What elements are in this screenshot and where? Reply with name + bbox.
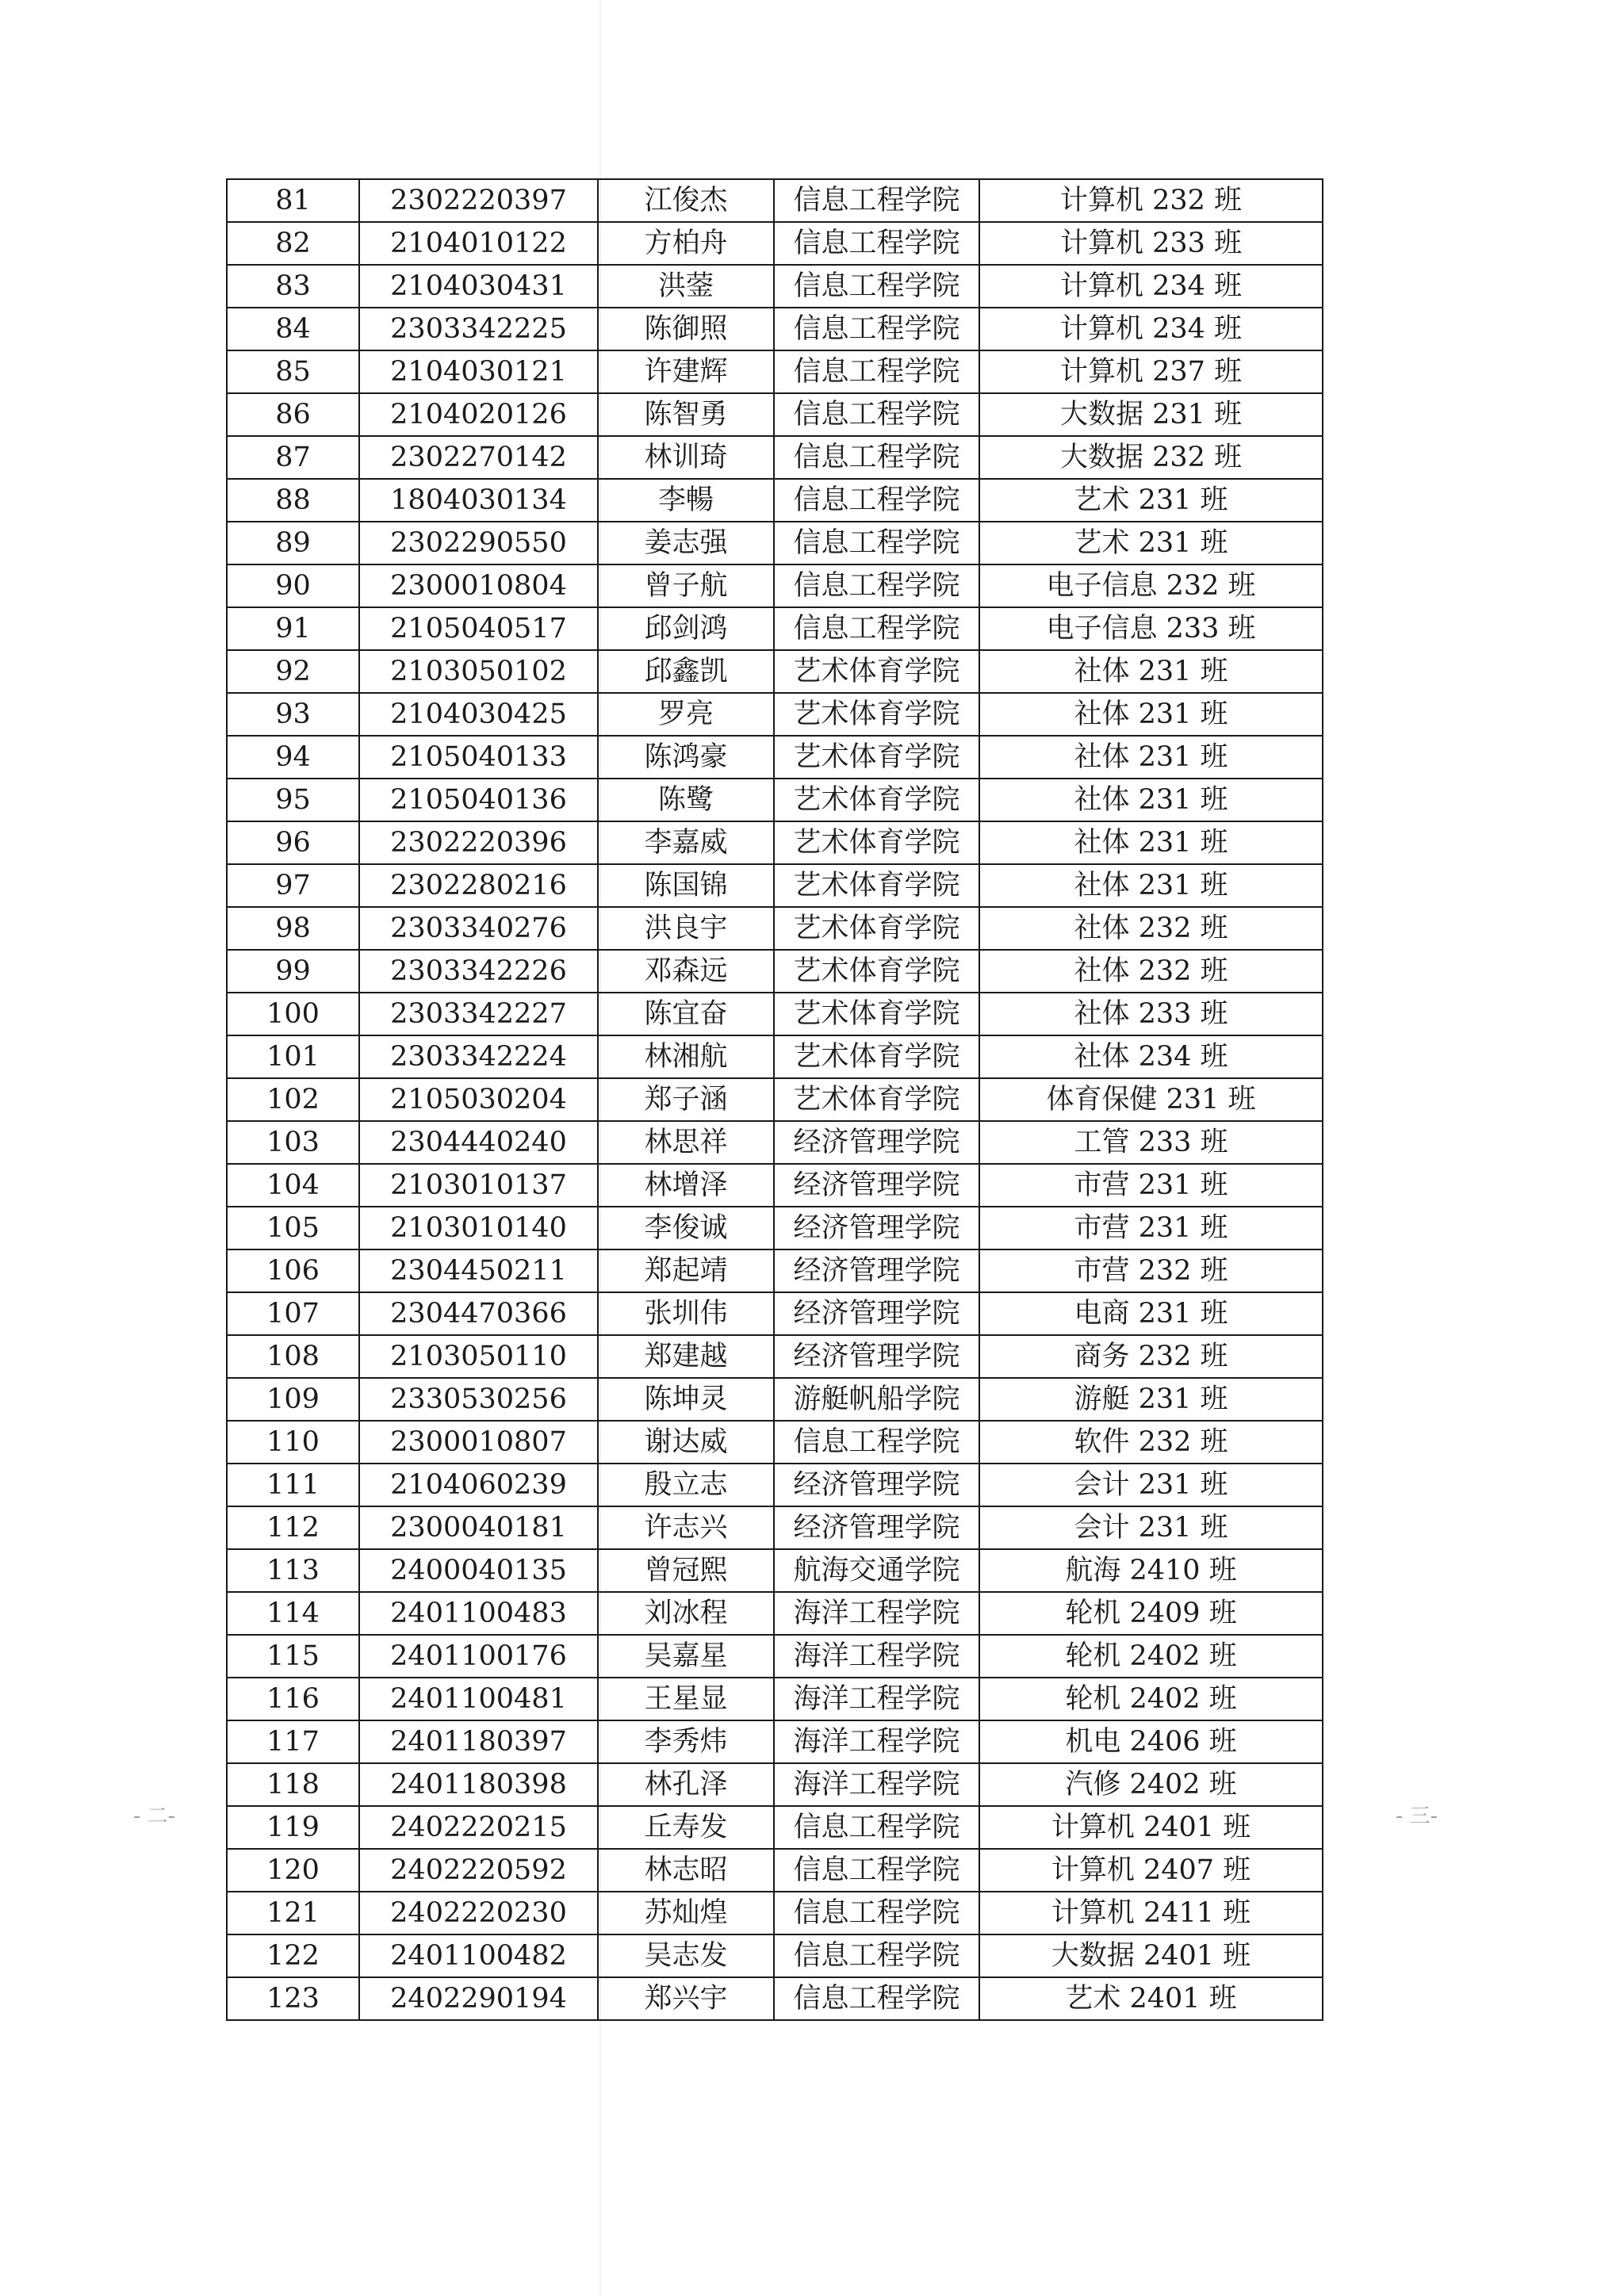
student-name-cell: 许志兴 (598, 1506, 774, 1549)
student-name-cell: 张圳伟 (598, 1292, 774, 1335)
class-cell: 社体 231 班 (979, 864, 1323, 907)
student-name-cell: 郑起靖 (598, 1249, 774, 1292)
class-cell: 电子信息 232 班 (979, 564, 1323, 607)
student-name-cell: 林训琦 (598, 436, 774, 479)
student-id-cell: 2402220592 (359, 1849, 598, 1892)
student-id-cell: 2303342225 (359, 308, 598, 350)
row-number-cell: 107 (227, 1292, 359, 1335)
row-number-cell: 99 (227, 950, 359, 993)
student-name-cell: 丘寿发 (598, 1806, 774, 1849)
class-cell: 计算机 234 班 (979, 308, 1323, 350)
college-cell: 艺术体育学院 (774, 864, 979, 907)
row-number-cell: 82 (227, 222, 359, 265)
college-cell: 信息工程学院 (774, 350, 979, 393)
college-cell: 经济管理学院 (774, 1164, 979, 1207)
student-id-cell: 2103050110 (359, 1335, 598, 1378)
student-name-cell: 苏灿煌 (598, 1892, 774, 1934)
college-cell: 信息工程学院 (774, 393, 979, 436)
table-row (227, 693, 1323, 736)
college-cell: 经济管理学院 (774, 1292, 979, 1335)
college-cell: 信息工程学院 (774, 479, 979, 522)
student-id-cell: 2105040517 (359, 607, 598, 650)
class-cell: 计算机 232 班 (979, 179, 1323, 222)
table-row (227, 950, 1323, 993)
college-cell: 信息工程学院 (774, 308, 979, 350)
class-cell: 社体 231 班 (979, 779, 1323, 821)
row-number-cell: 115 (227, 1635, 359, 1678)
class-cell: 体育保健 231 班 (979, 1078, 1323, 1121)
table-row (227, 350, 1323, 393)
class-cell: 计算机 233 班 (979, 222, 1323, 265)
table-row (227, 1977, 1323, 2020)
college-cell: 经济管理学院 (774, 1207, 979, 1249)
student-id-cell: 2330530256 (359, 1378, 598, 1421)
class-cell: 艺术 231 班 (979, 479, 1323, 522)
row-number-cell: 85 (227, 350, 359, 393)
class-cell: 计算机 234 班 (979, 265, 1323, 308)
student-name-cell: 陈鹭 (598, 779, 774, 821)
table-row (227, 1849, 1323, 1892)
college-cell: 经济管理学院 (774, 1249, 979, 1292)
row-number-cell: 97 (227, 864, 359, 907)
class-cell: 轮机 2402 班 (979, 1678, 1323, 1720)
row-number-cell: 98 (227, 907, 359, 950)
student-name-cell: 陈鸿豪 (598, 736, 774, 779)
student-name-cell: 林思祥 (598, 1121, 774, 1164)
table-row (227, 736, 1323, 779)
roster-body (227, 179, 1323, 2020)
student-name-cell: 林志昭 (598, 1849, 774, 1892)
student-name-cell: 邓森远 (598, 950, 774, 993)
row-number-cell: 101 (227, 1035, 359, 1078)
row-number-cell: 110 (227, 1421, 359, 1464)
student-name-cell: 罗亮 (598, 693, 774, 736)
row-number-cell: 83 (227, 265, 359, 308)
row-number-cell: 106 (227, 1249, 359, 1292)
row-number-cell: 104 (227, 1164, 359, 1207)
row-number-cell: 117 (227, 1720, 359, 1763)
table-row (227, 1421, 1323, 1464)
row-number-cell: 116 (227, 1678, 359, 1720)
student-id-cell: 2401180397 (359, 1720, 598, 1763)
table-row (227, 1506, 1323, 1549)
college-cell: 信息工程学院 (774, 1934, 979, 1977)
student-name-cell: 刘冰程 (598, 1592, 774, 1635)
table-row (227, 179, 1323, 222)
table-row (227, 265, 1323, 308)
table-row (227, 1078, 1323, 1121)
row-number-cell: 111 (227, 1464, 359, 1506)
table-row (227, 1934, 1323, 1977)
student-name-cell: 江俊杰 (598, 179, 774, 222)
row-number-cell: 122 (227, 1934, 359, 1977)
student-id-cell: 2302220396 (359, 821, 598, 864)
college-cell: 经济管理学院 (774, 1121, 979, 1164)
class-cell: 艺术 231 班 (979, 522, 1323, 564)
student-id-cell: 2302280216 (359, 864, 598, 907)
student-name-cell: 李秀炜 (598, 1720, 774, 1763)
student-name-cell: 郑建越 (598, 1335, 774, 1378)
student-id-cell: 2303342226 (359, 950, 598, 993)
student-id-cell: 2303340276 (359, 907, 598, 950)
class-cell: 社体 233 班 (979, 993, 1323, 1035)
student-name-cell: 陈御照 (598, 308, 774, 350)
student-id-cell: 2105040133 (359, 736, 598, 779)
college-cell: 艺术体育学院 (774, 1035, 979, 1078)
student-name-cell: 李暢 (598, 479, 774, 522)
student-id-cell: 2401100481 (359, 1678, 598, 1720)
class-cell: 市营 231 班 (979, 1207, 1323, 1249)
college-cell: 海洋工程学院 (774, 1678, 979, 1720)
table-row (227, 1121, 1323, 1164)
left-edge-mark: - 二- (133, 1804, 176, 1828)
row-number-cell: 88 (227, 479, 359, 522)
student-id-cell: 2300040181 (359, 1506, 598, 1549)
row-number-cell: 81 (227, 179, 359, 222)
table-row (227, 821, 1323, 864)
row-number-cell: 100 (227, 993, 359, 1035)
student-id-cell: 2104060239 (359, 1464, 598, 1506)
college-cell: 艺术体育学院 (774, 821, 979, 864)
row-number-cell: 84 (227, 308, 359, 350)
college-cell: 艺术体育学院 (774, 993, 979, 1035)
student-name-cell: 陈宜奋 (598, 993, 774, 1035)
table-row (227, 1464, 1323, 1506)
college-cell: 信息工程学院 (774, 607, 979, 650)
college-cell: 海洋工程学院 (774, 1720, 979, 1763)
student-id-cell: 2304440240 (359, 1121, 598, 1164)
table-row (227, 1806, 1323, 1849)
student-name-cell: 洪蓥 (598, 265, 774, 308)
table-row (227, 393, 1323, 436)
college-cell: 信息工程学院 (774, 436, 979, 479)
table-row (227, 564, 1323, 607)
student-name-cell: 邱鑫凯 (598, 650, 774, 693)
row-number-cell: 118 (227, 1763, 359, 1806)
college-cell: 艺术体育学院 (774, 650, 979, 693)
college-cell: 信息工程学院 (774, 179, 979, 222)
student-name-cell: 方柏舟 (598, 222, 774, 265)
student-id-cell: 2104030431 (359, 265, 598, 308)
table-row (227, 1592, 1323, 1635)
college-cell: 艺术体育学院 (774, 1078, 979, 1121)
row-number-cell: 93 (227, 693, 359, 736)
table-row (227, 1249, 1323, 1292)
college-cell: 艺术体育学院 (774, 693, 979, 736)
table-row (227, 1892, 1323, 1934)
row-number-cell: 90 (227, 564, 359, 607)
class-cell: 社体 232 班 (979, 907, 1323, 950)
row-number-cell: 103 (227, 1121, 359, 1164)
student-name-cell: 曾子航 (598, 564, 774, 607)
table-row (227, 1335, 1323, 1378)
student-id-cell: 2401100483 (359, 1592, 598, 1635)
student-name-cell: 陈国锦 (598, 864, 774, 907)
class-cell: 社体 231 班 (979, 821, 1323, 864)
row-number-cell: 89 (227, 522, 359, 564)
student-name-cell: 陈智勇 (598, 393, 774, 436)
student-id-cell: 2402220230 (359, 1892, 598, 1934)
row-number-cell: 87 (227, 436, 359, 479)
student-id-cell: 2302220397 (359, 179, 598, 222)
table-row (227, 1292, 1323, 1335)
row-number-cell: 94 (227, 736, 359, 779)
student-id-cell: 2400040135 (359, 1549, 598, 1592)
table-row (227, 1549, 1323, 1592)
class-cell: 市营 231 班 (979, 1164, 1323, 1207)
class-cell: 社体 234 班 (979, 1035, 1323, 1078)
student-roster-table (226, 178, 1323, 2021)
table-row (227, 907, 1323, 950)
row-number-cell: 112 (227, 1506, 359, 1549)
student-name-cell: 曾冠熙 (598, 1549, 774, 1592)
class-cell: 电子信息 233 班 (979, 607, 1323, 650)
class-cell: 机电 2406 班 (979, 1720, 1323, 1763)
college-cell: 信息工程学院 (774, 1421, 979, 1464)
table-row (227, 1720, 1323, 1763)
student-id-cell: 2402290194 (359, 1977, 598, 2020)
class-cell: 电商 231 班 (979, 1292, 1323, 1335)
table-row (227, 1207, 1323, 1249)
class-cell: 艺术 2401 班 (979, 1977, 1323, 2020)
college-cell: 信息工程学院 (774, 1892, 979, 1934)
row-number-cell: 92 (227, 650, 359, 693)
college-cell: 信息工程学院 (774, 564, 979, 607)
student-name-cell: 吴嘉星 (598, 1635, 774, 1678)
table-row (227, 222, 1323, 265)
student-id-cell: 2304450211 (359, 1249, 598, 1292)
class-cell: 游艇 231 班 (979, 1378, 1323, 1421)
student-name-cell: 邱剑鸿 (598, 607, 774, 650)
class-cell: 航海 2410 班 (979, 1549, 1323, 1592)
table-row (227, 1164, 1323, 1207)
student-id-cell: 2105040136 (359, 779, 598, 821)
table-row (227, 1678, 1323, 1720)
row-number-cell: 102 (227, 1078, 359, 1121)
class-cell: 计算机 237 班 (979, 350, 1323, 393)
student-id-cell: 2302270142 (359, 436, 598, 479)
college-cell: 海洋工程学院 (774, 1635, 979, 1678)
student-name-cell: 林增泽 (598, 1164, 774, 1207)
student-id-cell: 2304470366 (359, 1292, 598, 1335)
student-id-cell: 2103010137 (359, 1164, 598, 1207)
student-name-cell: 谢达威 (598, 1421, 774, 1464)
student-name-cell: 许建辉 (598, 350, 774, 393)
table-row (227, 436, 1323, 479)
student-name-cell: 林湘航 (598, 1035, 774, 1078)
class-cell: 轮机 2409 班 (979, 1592, 1323, 1635)
table-row (227, 479, 1323, 522)
college-cell: 信息工程学院 (774, 222, 979, 265)
student-name-cell: 李俊诚 (598, 1207, 774, 1249)
class-cell: 轮机 2402 班 (979, 1635, 1323, 1678)
table-row (227, 308, 1323, 350)
college-cell: 信息工程学院 (774, 1806, 979, 1849)
class-cell: 计算机 2401 班 (979, 1806, 1323, 1849)
student-id-cell: 2303342227 (359, 993, 598, 1035)
student-id-cell: 2303342224 (359, 1035, 598, 1078)
student-id-cell: 1804030134 (359, 479, 598, 522)
student-id-cell: 2300010804 (359, 564, 598, 607)
college-cell: 游艇帆船学院 (774, 1378, 979, 1421)
college-cell: 信息工程学院 (774, 1977, 979, 2020)
student-name-cell: 吴志发 (598, 1934, 774, 1977)
college-cell: 艺术体育学院 (774, 907, 979, 950)
student-name-cell: 郑兴宇 (598, 1977, 774, 2020)
class-cell: 市营 232 班 (979, 1249, 1323, 1292)
class-cell: 大数据 231 班 (979, 393, 1323, 436)
row-number-cell: 95 (227, 779, 359, 821)
right-edge-mark: - 三- (1396, 1804, 1438, 1828)
row-number-cell: 121 (227, 1892, 359, 1934)
row-number-cell: 91 (227, 607, 359, 650)
class-cell: 工管 233 班 (979, 1121, 1323, 1164)
row-number-cell: 119 (227, 1806, 359, 1849)
class-cell: 社体 231 班 (979, 693, 1323, 736)
college-cell: 信息工程学院 (774, 1849, 979, 1892)
student-name-cell: 林孔泽 (598, 1763, 774, 1806)
college-cell: 信息工程学院 (774, 522, 979, 564)
student-id-cell: 2401100482 (359, 1934, 598, 1977)
college-cell: 海洋工程学院 (774, 1763, 979, 1806)
row-number-cell: 123 (227, 1977, 359, 2020)
college-cell: 经济管理学院 (774, 1506, 979, 1549)
student-name-cell: 姜志强 (598, 522, 774, 564)
student-name-cell: 郑子涵 (598, 1078, 774, 1121)
table-row (227, 993, 1323, 1035)
class-cell: 计算机 2407 班 (979, 1849, 1323, 1892)
table-row (227, 607, 1323, 650)
row-number-cell: 105 (227, 1207, 359, 1249)
class-cell: 大数据 2401 班 (979, 1934, 1323, 1977)
class-cell: 会计 231 班 (979, 1506, 1323, 1549)
row-number-cell: 86 (227, 393, 359, 436)
student-id-cell: 2104010122 (359, 222, 598, 265)
row-number-cell: 120 (227, 1849, 359, 1892)
student-name-cell: 李嘉威 (598, 821, 774, 864)
student-name-cell: 殷立志 (598, 1464, 774, 1506)
college-cell: 经济管理学院 (774, 1335, 979, 1378)
table-row (227, 650, 1323, 693)
student-id-cell: 2104030425 (359, 693, 598, 736)
college-cell: 艺术体育学院 (774, 950, 979, 993)
table-row (227, 864, 1323, 907)
table-row (227, 522, 1323, 564)
college-cell: 海洋工程学院 (774, 1592, 979, 1635)
college-cell: 艺术体育学院 (774, 736, 979, 779)
class-cell: 大数据 232 班 (979, 436, 1323, 479)
student-id-cell: 2402220215 (359, 1806, 598, 1849)
student-name-cell: 洪良宇 (598, 907, 774, 950)
row-number-cell: 113 (227, 1549, 359, 1592)
class-cell: 计算机 2411 班 (979, 1892, 1323, 1934)
student-id-cell: 2105030204 (359, 1078, 598, 1121)
class-cell: 软件 232 班 (979, 1421, 1323, 1464)
table-row (227, 1763, 1323, 1806)
college-cell: 经济管理学院 (774, 1464, 979, 1506)
student-id-cell: 2302290550 (359, 522, 598, 564)
class-cell: 社体 232 班 (979, 950, 1323, 993)
table-row (227, 1635, 1323, 1678)
class-cell: 社体 231 班 (979, 736, 1323, 779)
student-id-cell: 2104020126 (359, 393, 598, 436)
student-id-cell: 2401100176 (359, 1635, 598, 1678)
row-number-cell: 114 (227, 1592, 359, 1635)
college-cell: 艺术体育学院 (774, 779, 979, 821)
class-cell: 会计 231 班 (979, 1464, 1323, 1506)
student-id-cell: 2104030121 (359, 350, 598, 393)
table-row (227, 779, 1323, 821)
student-id-cell: 2103010140 (359, 1207, 598, 1249)
college-cell: 航海交通学院 (774, 1549, 979, 1592)
class-cell: 社体 231 班 (979, 650, 1323, 693)
table-row (227, 1378, 1323, 1421)
row-number-cell: 108 (227, 1335, 359, 1378)
table-row (227, 1035, 1323, 1078)
class-cell: 汽修 2402 班 (979, 1763, 1323, 1806)
student-id-cell: 2103050102 (359, 650, 598, 693)
college-cell: 信息工程学院 (774, 265, 979, 308)
row-number-cell: 96 (227, 821, 359, 864)
student-name-cell: 王星显 (598, 1678, 774, 1720)
class-cell: 商务 232 班 (979, 1335, 1323, 1378)
student-id-cell: 2300010807 (359, 1421, 598, 1464)
row-number-cell: 109 (227, 1378, 359, 1421)
student-id-cell: 2401180398 (359, 1763, 598, 1806)
student-name-cell: 陈坤灵 (598, 1378, 774, 1421)
